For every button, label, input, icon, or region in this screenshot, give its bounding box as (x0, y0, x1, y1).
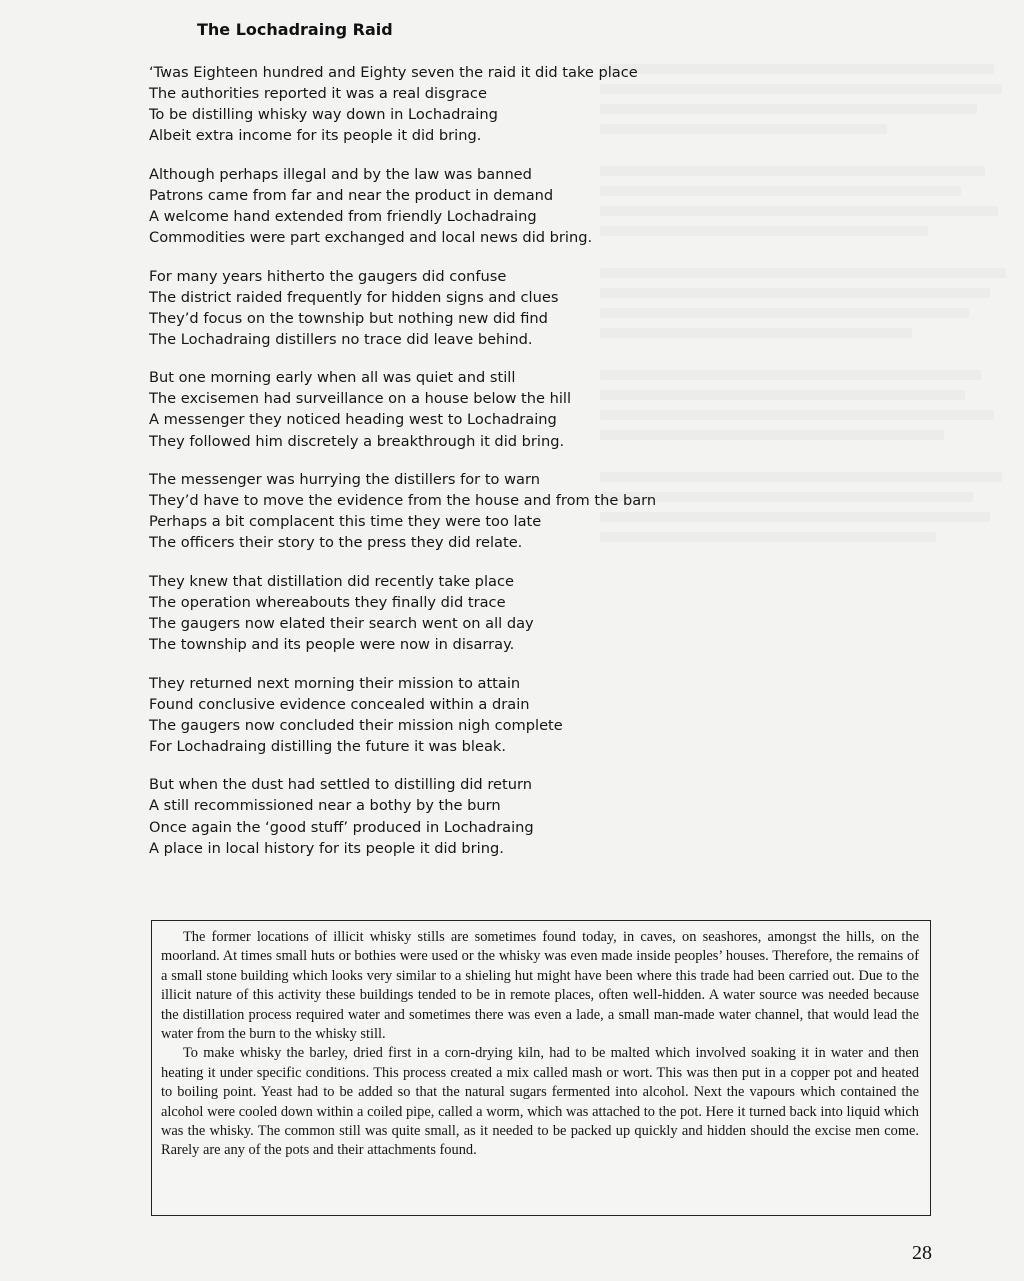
info-paragraph: The former locations of illicit whisky stills are sometimes found today, in caves, on seashores, amongst the hills, on the moorland. At times small huts or bothies were used or the whisky was even made inside peoples’ houses. Therefore, the remains of a small stone building which looks very similar to a shieling hut might have been where this trade had been carried out. Due to the illicit nature of this activity these buildings tended to be in remote places, often well-hidden. A water source was needed because the distillation process required water and sometimes there was even a lade, a small man-made water channel, that would lead the water from the burn to the whisky still. (161, 929, 919, 1043)
poem-title: The Lochadraing Raid (197, 20, 393, 39)
poem-line: Commodities were part exchanged and local news did bring. (149, 229, 593, 247)
poem-line: For Lochadraing distilling the future it was bleak. (149, 737, 506, 755)
poem-line: But when the dust had settled to distilling did return (149, 776, 532, 794)
poem-line: The Lochadraing distillers no trace did leave behind. (149, 330, 533, 348)
poem-stanza (149, 62, 709, 146)
poem-line: They’d have to move the evidence from the house and from the barn (149, 492, 657, 510)
page-number: 28 (912, 1242, 932, 1264)
poem-line: For many years hitherto the gaugers did confuse (149, 267, 507, 285)
poem-line: They’d focus on the township but nothing new did find (149, 309, 548, 327)
poem-line: Once again the ‘good stuff’ produced in Lochadraing (149, 818, 534, 836)
poem-line: Patrons came from far and near the product in demand (149, 186, 554, 204)
poem-line: The authorities reported it was a real disgrace (149, 85, 487, 103)
poem-line: The operation whereabouts they finally did trace (149, 593, 506, 611)
poem-line: Although perhaps illegal and by the law was banned (149, 165, 532, 183)
poem-line: The officers their story to the press they did relate. (149, 534, 523, 552)
poem-stanza (149, 367, 709, 451)
poem-line: They knew that distillation did recently take place (149, 572, 514, 590)
poem-line: The gaugers now elated their search went on all day (149, 615, 534, 633)
poem-line: A place in local history for its people it did bring. (149, 839, 504, 857)
poem-line: Found conclusive evidence concealed within a drain (149, 695, 530, 713)
poem-line: They returned next morning their mission to attain (149, 674, 521, 692)
poem-line: A still recommissioned near a bothy by the burn (149, 797, 501, 815)
poem-stanza (149, 469, 709, 553)
poem-stanza (149, 774, 709, 858)
info-paragraph: To make whisky the barley, dried first in a corn-drying kiln, had to be malted which involved soaking it in water and then heating it under specific conditions. This process created a mix called mash or wort. This was then put in a copper pot and heated to boiling point. Yeast had to be added so that the natural sugars fermented into alcohol. Next the vapours which contained the alcohol were cooled down within a coiled pipe, called a worm, which was attached to the pot. Here it turned back into liquid which was the whisky. The common still was quite small, as it needed to be packed up quickly and hidden should the excise men come. Rarely are any of the pots and their attachments found. (161, 1045, 919, 1159)
poem-body (149, 62, 709, 876)
poem-stanza (149, 571, 709, 655)
poem-line: Perhaps a bit complacent this time they were too late (149, 513, 542, 531)
poem-line: The gaugers now concluded their mission nigh complete (149, 716, 563, 734)
poem-line: Albeit extra income for its people it did bring. (149, 127, 482, 145)
poem-stanza (149, 266, 709, 350)
poem-line: A messenger they noticed heading west to Lochadraing (149, 411, 557, 429)
poem-line: The messenger was hurrying the distillers for to warn (149, 471, 540, 489)
poem-line: They followed him discretely a breakthrough it did bring. (149, 432, 565, 450)
poem-line: The township and its people were now in disarray. (149, 636, 515, 654)
poem-line: The excisemen had surveillance on a house below the hill (149, 390, 572, 408)
poem-stanza (149, 164, 709, 248)
poem-line: To be distilling whisky way down in Lochadraing (149, 106, 498, 124)
poem-line: The district raided frequently for hidden signs and clues (149, 288, 559, 306)
poem-stanza (149, 673, 709, 757)
poem-line: ‘Twas Eighteen hundred and Eighty seven the raid it did take place (149, 64, 638, 81)
poem-line: A welcome hand extended from friendly Lochadraing (149, 207, 537, 225)
info-box (151, 920, 931, 1216)
poem-line: But one morning early when all was quiet and still (149, 369, 516, 387)
